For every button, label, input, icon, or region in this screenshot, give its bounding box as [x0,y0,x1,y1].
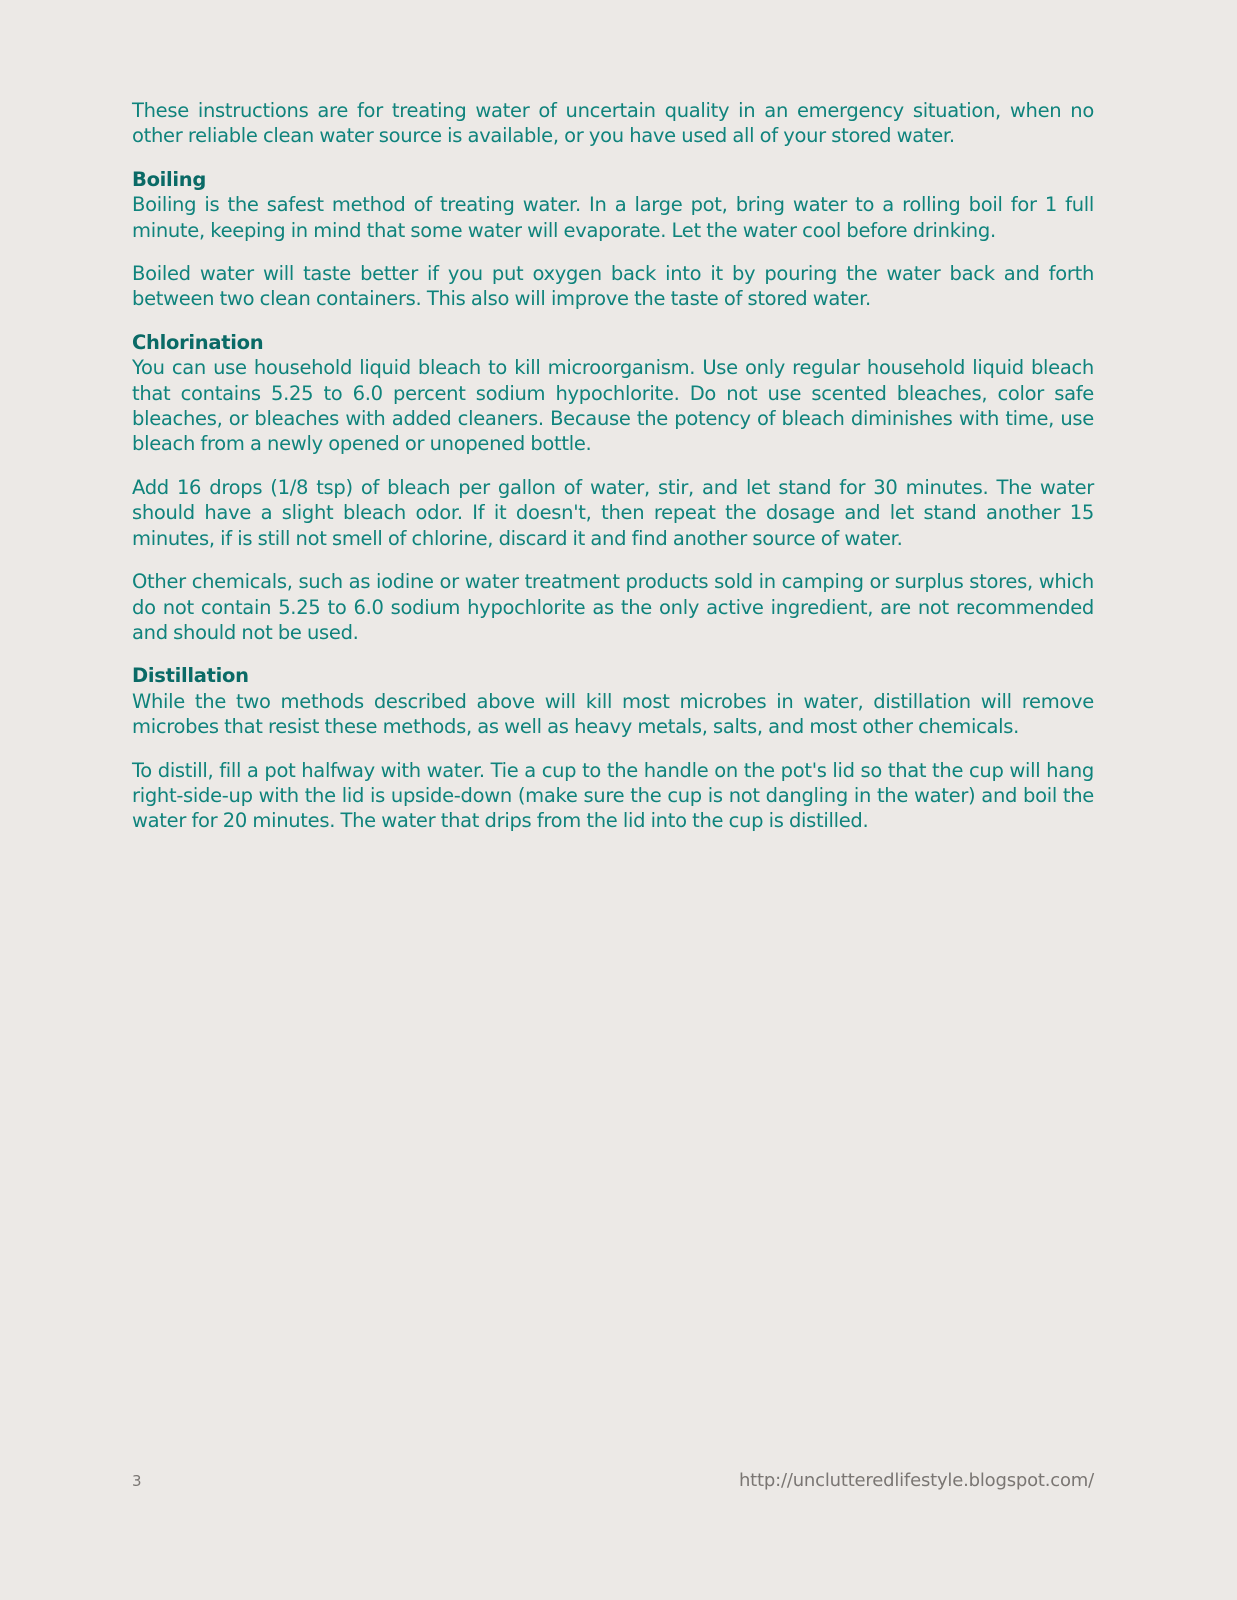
paragraph: To distill, fill a pot halfway with water. Tie a cup to the handle on the pot's lid so that the cup will hang right-side-up with the lid is upside-down (make sure the cup is not dangling in the water) and boil the water for 20 minutes. The water that drips from the lid into the cup is distilled. [132,758,1094,833]
paragraph: Boiled water will taste better if you put oxygen back into it by pouring the water back and forth between two clean containers. This also will improve the taste of stored water. [132,262,1094,311]
section-heading-chlorination: Chlorination [132,330,264,354]
section-chlorination [132,330,1094,645]
paragraph: You can use household liquid bleach to kill microorganism. Use only regular household liquid bleach that contains 5.25 to 6.0 percent sodium hypochlorite. Do not use scented bleaches, color safe bleaches, or bleaches with added cleaners. Because the potency of bleach diminishes with time, use bleach from a newly opened or unopened bottle. [132,356,1094,456]
footer-url-link[interactable]: http://unclutteredlifestyle.blogspot.com/ [738,1470,1094,1491]
document-page [132,98,1094,852]
paragraph: Other chemicals, such as iodine or water treatment products sold in camping or surplus stores, which do not contain 5.25 to 6.0 sodium hypochlorite as the only active ingredient, are not recommended and should not be used. [132,570,1094,644]
intro-paragraph: These instructions are for treating water of uncertain quality in an emergency situation, when no other reliable clean water source is available, or you have used all of your stored water. [132,99,1094,148]
section-distillation [132,663,1094,833]
paragraph: Boiling is the safest method of treating water. In a large pot, bring water to a rolling boil for 1 full minute, keeping in mind that some water will evaporate. Let the water cool before drinking. [132,193,1094,242]
page-number: 3 [132,1472,142,1490]
section-heading-distillation: Distillation [132,664,249,688]
section-boiling [132,167,1094,312]
section-heading-boiling: Boiling [132,167,207,191]
paragraph: While the two methods described above will kill most microbes in water, distillation will remove microbes that resist these methods, as well as heavy metals, salts, and most other chemicals. [132,689,1094,739]
paragraph: Add 16 drops (1/8 tsp) of bleach per gallon of water, stir, and let stand for 30 minutes. The water should have a slight bleach odor. If it doesn't, then repeat the dosage and let stand another 15 minutes, if is still not smell of chlorine, discard it and find another source of water. [132,475,1094,550]
